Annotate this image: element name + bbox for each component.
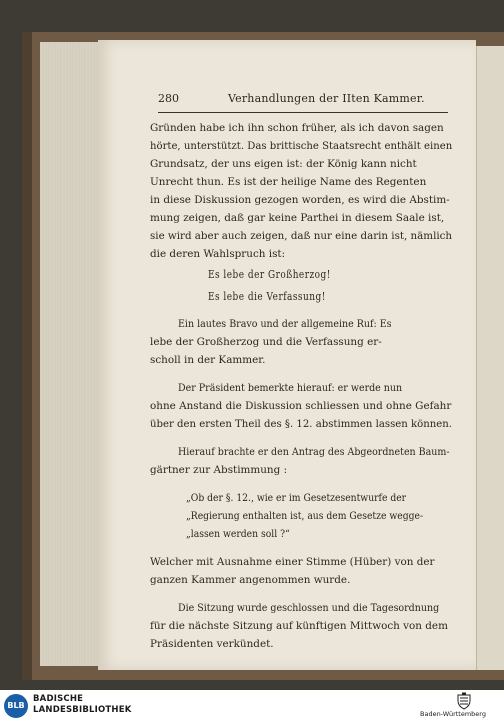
text-line: sie wird aber auch zeigen, daß nur eine darin ist, nämlich [150, 230, 453, 242]
text-line: scholl in der Kammer. [150, 354, 266, 366]
text-line: ohne Anstand die Diskussion schliessen und ohne Gefahr [150, 400, 452, 412]
library-name-line2: LANDESBIBLIOTHEK [33, 705, 132, 715]
header-rule [158, 112, 448, 113]
state-crest-icon [455, 692, 473, 710]
text-line: Gründen habe ich ihn schon früher, als ich davon sagen [150, 122, 444, 134]
text-line: in diese Diskussion gezogen worden, es wird die Abstim- [150, 194, 450, 206]
text-line: lebe der Großherzog und die Verfassung er- [150, 336, 382, 348]
text-line: ganzen Kammer angenommen wurde. [150, 574, 351, 586]
quote-line: „Regierung enthalten ist, aus dem Gesetze wegge- [186, 510, 424, 522]
text-line: Ein lautes Bravo und der allgemeine Ruf: Es [178, 318, 392, 330]
text-line: Präsidenten verkündet. [150, 638, 274, 650]
facing-page-edge [476, 46, 504, 670]
text-line: Welcher mit Ausnahme einer Stimme (Hüber) von der [150, 556, 435, 568]
page-stack-edge [40, 42, 99, 666]
motto-line: Es lebe der Großherzog! [208, 268, 331, 281]
text-line: die deren Wahlspruch ist: [150, 248, 286, 260]
page-header [158, 92, 448, 110]
text-line: Der Präsident bemerkte hierauf: er werde nun [178, 382, 403, 394]
blb-logo-icon[interactable]: BLB [4, 694, 28, 718]
text-line: Unrecht thun. Es ist der heilige Name des Regenten [150, 176, 427, 188]
text-line: Hierauf brachte er den Antrag des Abgeordneten Baum- [178, 446, 450, 458]
page-number: 280 [158, 92, 179, 105]
text-line: Grundsatz, der uns eigen ist: der König kann nicht [150, 158, 417, 170]
quote-line: „Ob der §. 12., wie er im Gesetzesentwurfe der [186, 492, 407, 504]
library-name[interactable] [33, 694, 132, 716]
text-line: hörte, unterstützt. Das brittische Staatsrecht enthält einen [150, 140, 453, 152]
running-title: Verhandlungen der IIten Kammer. [228, 92, 425, 105]
state-label: Baden-Württemberg [420, 710, 486, 718]
text-line: Die Sitzung wurde geschlossen und die Tagesordnung [178, 602, 440, 614]
text-line: für die nächste Sitzung auf künftigen Mittwoch von dem [150, 620, 448, 632]
quote-line: „lassen werden soll ?“ [186, 528, 290, 540]
library-name-line1: BADISCHE [33, 694, 84, 704]
text-line: über den ersten Theil des §. 12. abstimmen lassen können. [150, 418, 452, 430]
motto-line: Es lebe die Verfassung! [208, 290, 326, 303]
text-line: gärtner zur Abstimmung : [150, 464, 288, 476]
text-line: mung zeigen, daß gar keine Parthei in diesem Saale ist, [150, 212, 445, 224]
book-spine-edge [22, 32, 32, 680]
footer-bar [0, 690, 504, 722]
